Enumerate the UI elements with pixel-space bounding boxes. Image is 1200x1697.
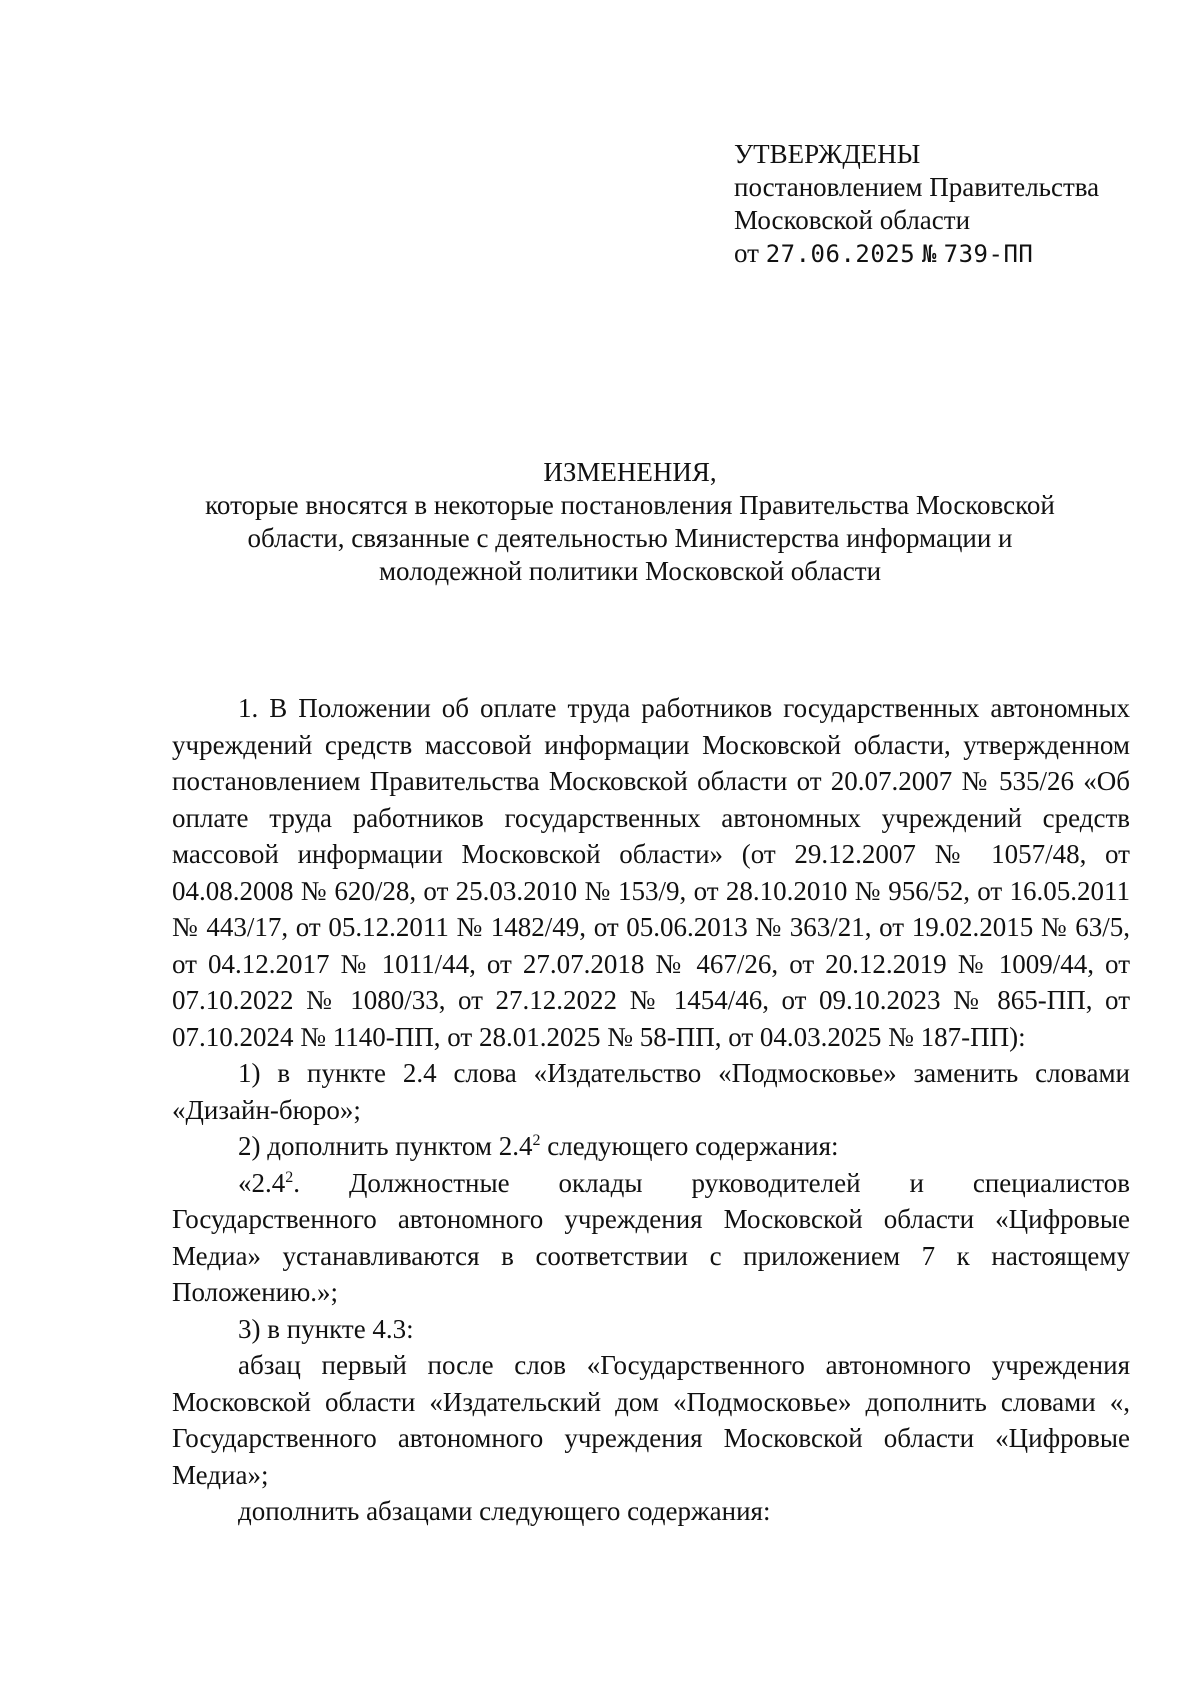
paragraph-3 <box>172 1128 1130 1165</box>
paragraph-3-text-a: 2) дополнить пунктом 2.4 <box>238 1131 533 1161</box>
approval-stamp <box>734 138 1099 271</box>
approval-line-1: постановлением Правительства <box>734 172 1100 202</box>
title-line-3: молодежной политики Московской области <box>378 556 882 586</box>
paragraph-5: 3) в пункте 4.3: <box>238 1313 414 1344</box>
paragraph-4 <box>172 1165 1130 1311</box>
title-line-2: области, связанные с деятельностью Министерства информации и <box>247 523 1013 553</box>
approval-number: 739-ПП <box>943 240 1034 268</box>
title-heading: ИЗМЕНЕНИЯ, <box>543 457 717 487</box>
approval-date-prefix: от <box>734 238 759 268</box>
paragraph-7: дополнить абзацами следующего содержания: <box>238 1496 771 1526</box>
approval-line-2: Московской области <box>734 205 971 235</box>
paragraph-3-text-b: следующего содержания: <box>540 1131 839 1161</box>
approval-heading: УТВЕРЖДЕНЫ <box>734 139 921 169</box>
paragraph-1: 1. В Положении об оплате труда работников государственных автономных учреждений средств массовой информации Московской области, утвержденном постановлением Правительства Московской области от 20.07.2007 № 535/26 «Об оплате труда работников государственных автономных учреждений средств массовой информации Московской области» (от 29.12.2007 № 1057/48, от 04.08.2008 № 620/28, от 25.03.2010 № 153/9, от 28.10.2010 № 956/52, от 16.05.2011 № 443/17, от 05.12.2011 № 1482/49, от 05.06.2013 № 363/21, от 19.02.2015 № 63/5, от 04.12.2017 № 1011/44, от 27.07.2018 № 467/26, от 20.12.2019 № 1009/44, от 07.10.2022 № 1080/33, от 27.12.2022 № 1454/46, от 09.10.2023 № 865-ПП, от 07.10.2024 № 1140-ПП, от 28.01.2025 № 58-ПП, от 04.03.2025 № 187-ПП): <box>172 693 1130 1052</box>
paragraph-4-superscript: 2 <box>285 1168 294 1186</box>
document-body <box>172 690 1130 1530</box>
paragraph-4-text-a: «2.4 <box>238 1167 286 1198</box>
paragraph-4-text-b: . Должностные оклады руководителей и специалистов Государственного автономного учреждения Московской области «Цифровые Медиа» устанавливаются в соответствии с приложением 7 к настоящему Положению.»; <box>172 1167 1130 1307</box>
paragraph-3-superscript: 2 <box>532 1132 541 1149</box>
title-line-1: которые вносятся в некоторые постановления Правительства Московской <box>205 490 1055 520</box>
paragraph-2: 1) в пункте 2.4 слова «Издательство «Подмосковье» заменить словами «Дизайн-бюро»; <box>172 1058 1130 1125</box>
approval-date-line <box>734 237 1099 271</box>
document-title <box>150 456 1110 588</box>
paragraph-6: абзац первый после слов «Государственного автономного учреждения Московской области «Издательский дом «Подмосковье» дополнить словами «, Государственного автономного учреждения Московской области «Цифровые Медиа»; <box>172 1350 1130 1490</box>
approval-number-sign: № <box>921 240 937 268</box>
approval-date: 27.06.2025 <box>765 240 916 268</box>
